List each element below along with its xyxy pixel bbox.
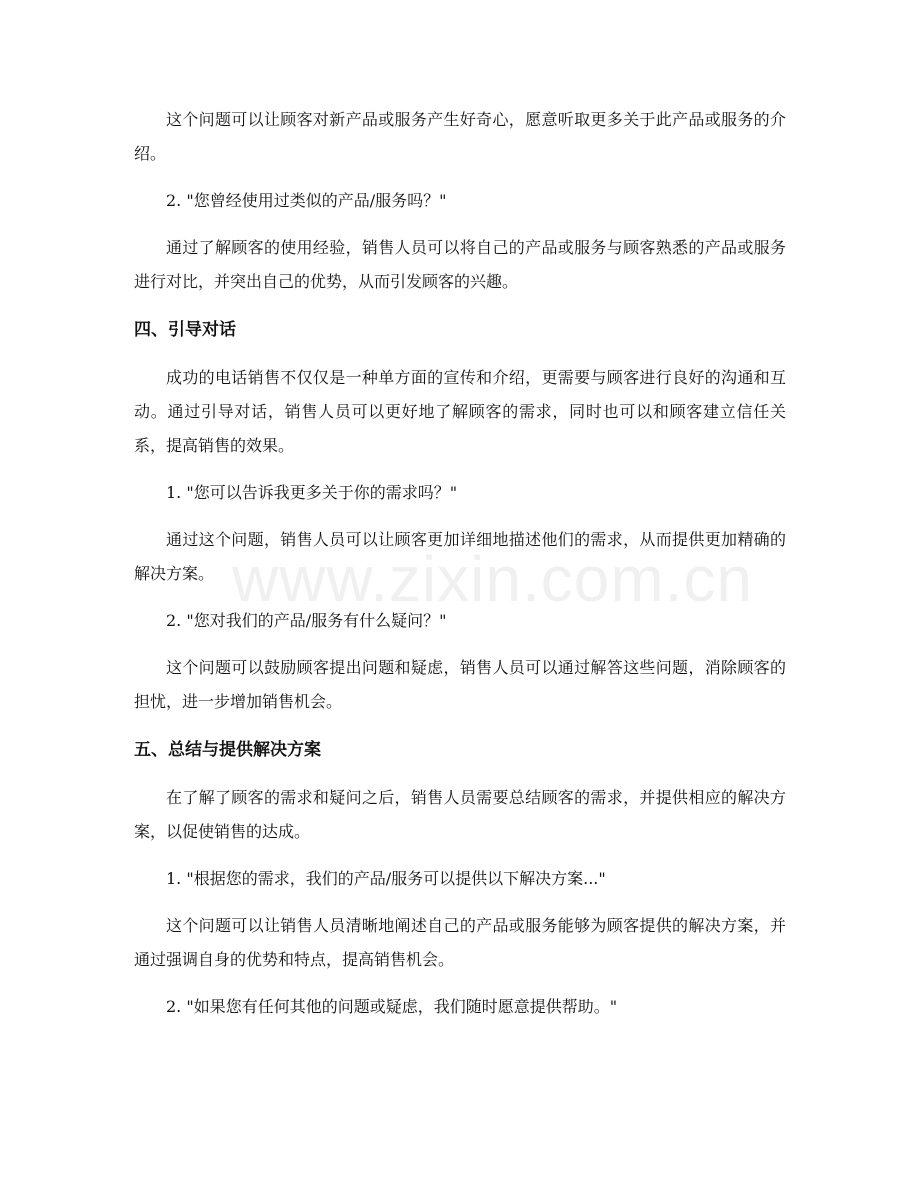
section-heading: 五、总结与提供解决方案 (134, 740, 321, 760)
section-heading: 四、引导对话 (134, 320, 236, 340)
document-body (134, 103, 786, 1024)
paragraph: 通过了解顾客的使用经验，销售人员可以将自己的产品或服务与顾客熟悉的产品或服务进行对比，并突出自己的优势，从而引发顾客的兴趣。 (134, 238, 786, 291)
watermark-text: www.zixin.com.cn (232, 543, 753, 615)
list-item: 2. "您对我们的产品/服务有什么疑问？" (166, 611, 447, 630)
list-item: 2. "您曾经使用过类似的产品/服务吗？" (166, 191, 447, 210)
list-item: 1. "您可以告诉我更多关于你的需求吗？" (166, 483, 458, 502)
paragraph: 这个问题可以让销售人员清晰地阐述自己的产品或服务能够为顾客提供的解决方案，并通过强调自身的优势和特点，提高销售机会。 (134, 916, 786, 969)
paragraph: 在了解了顾客的需求和疑问之后，销售人员需要总结顾客的需求，并提供相应的解决方案，以促使销售的达成。 (134, 788, 786, 841)
paragraph: 成功的电话销售不仅仅是一种单方面的宣传和介绍，更需要与顾客进行良好的沟通和互动。通过引导对话，销售人员可以更好地了解顾客的需求，同时也可以和顾客建立信任关系，提高销售的效果。 (134, 368, 786, 455)
list-item: 1. "根据您的需求，我们的产品/服务可以提供以下解决方案..." (166, 869, 606, 888)
paragraph: 这个问题可以鼓励顾客提出问题和疑虑，销售人员可以通过解答这些问题，消除顾客的担忧，进一步增加销售机会。 (134, 658, 786, 711)
list-item: 2. "如果您有任何其他的问题或疑虑，我们随时愿意提供帮助。" (166, 997, 618, 1016)
paragraph: 这个问题可以让顾客对新产品或服务产生好奇心，愿意听取更多关于此产品或服务的介绍。 (134, 110, 786, 163)
paragraph: 通过这个问题，销售人员可以让顾客更加详细地描述他们的需求，从而提供更加精确的解决方案。 (134, 530, 786, 583)
